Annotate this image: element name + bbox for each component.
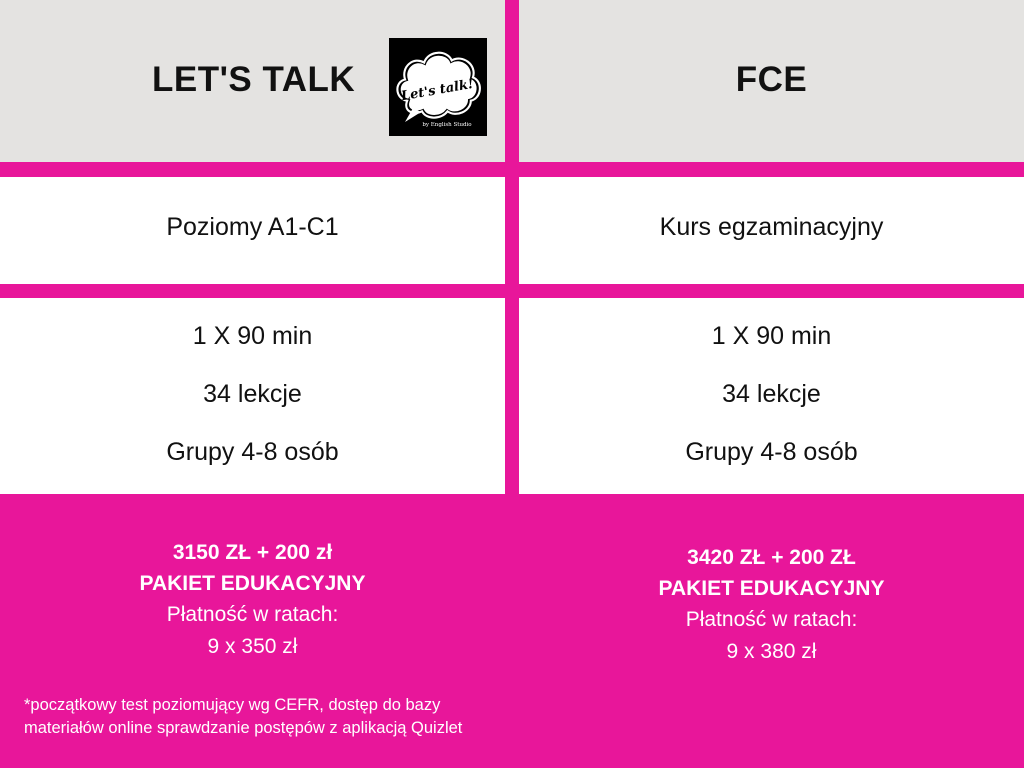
right-detail-lessons: 34 lekcje bbox=[722, 380, 821, 408]
left-header bbox=[0, 0, 505, 162]
left-package: PAKIET EDUKACYJNY bbox=[139, 572, 366, 595]
left-footnote: *początkowy test poziomujący wg CEFR, dostęp do bazy materiałów online sprawdzanie postępów z aplikacją Quizlet bbox=[24, 696, 463, 737]
left-installments-label: Płatność w ratach: bbox=[166, 603, 339, 626]
right-level-row bbox=[519, 177, 1024, 284]
right-level: Kurs egzaminacyjny bbox=[659, 213, 884, 241]
right-detail-groups: Grupy 4-8 osób bbox=[685, 438, 858, 466]
left-title: LET'S TALK bbox=[152, 60, 356, 99]
left-price: 3150 ZŁ + 200 zł bbox=[172, 541, 333, 564]
left-detail-groups: Grupy 4-8 osób bbox=[166, 438, 339, 466]
left-level: Poziomy A1-C1 bbox=[166, 213, 339, 241]
right-installments-label: Płatność w ratach: bbox=[685, 608, 858, 631]
logo-subtext: by English Studio bbox=[422, 122, 472, 128]
right-details-row bbox=[519, 298, 1024, 494]
right-header bbox=[519, 0, 1024, 162]
left-details-row bbox=[0, 298, 505, 494]
left-installments: 9 x 350 zł bbox=[207, 635, 298, 658]
logo-text: Let's talk! bbox=[399, 76, 475, 105]
lets-talk-logo bbox=[389, 38, 487, 136]
right-detail-duration: 1 X 90 min bbox=[711, 322, 832, 350]
left-price-box bbox=[10, 519, 495, 768]
right-title: FCE bbox=[735, 60, 808, 99]
right-price-box bbox=[529, 519, 1014, 768]
right-price: 3420 ZŁ + 200 ZŁ bbox=[687, 546, 856, 569]
left-detail-lessons: 34 lekcje bbox=[203, 380, 302, 408]
left-detail-duration: 1 X 90 min bbox=[192, 322, 313, 350]
left-level-row bbox=[0, 177, 505, 284]
right-installments: 9 x 380 zł bbox=[726, 640, 817, 663]
right-package: PAKIET EDUKACYJNY bbox=[658, 577, 885, 600]
